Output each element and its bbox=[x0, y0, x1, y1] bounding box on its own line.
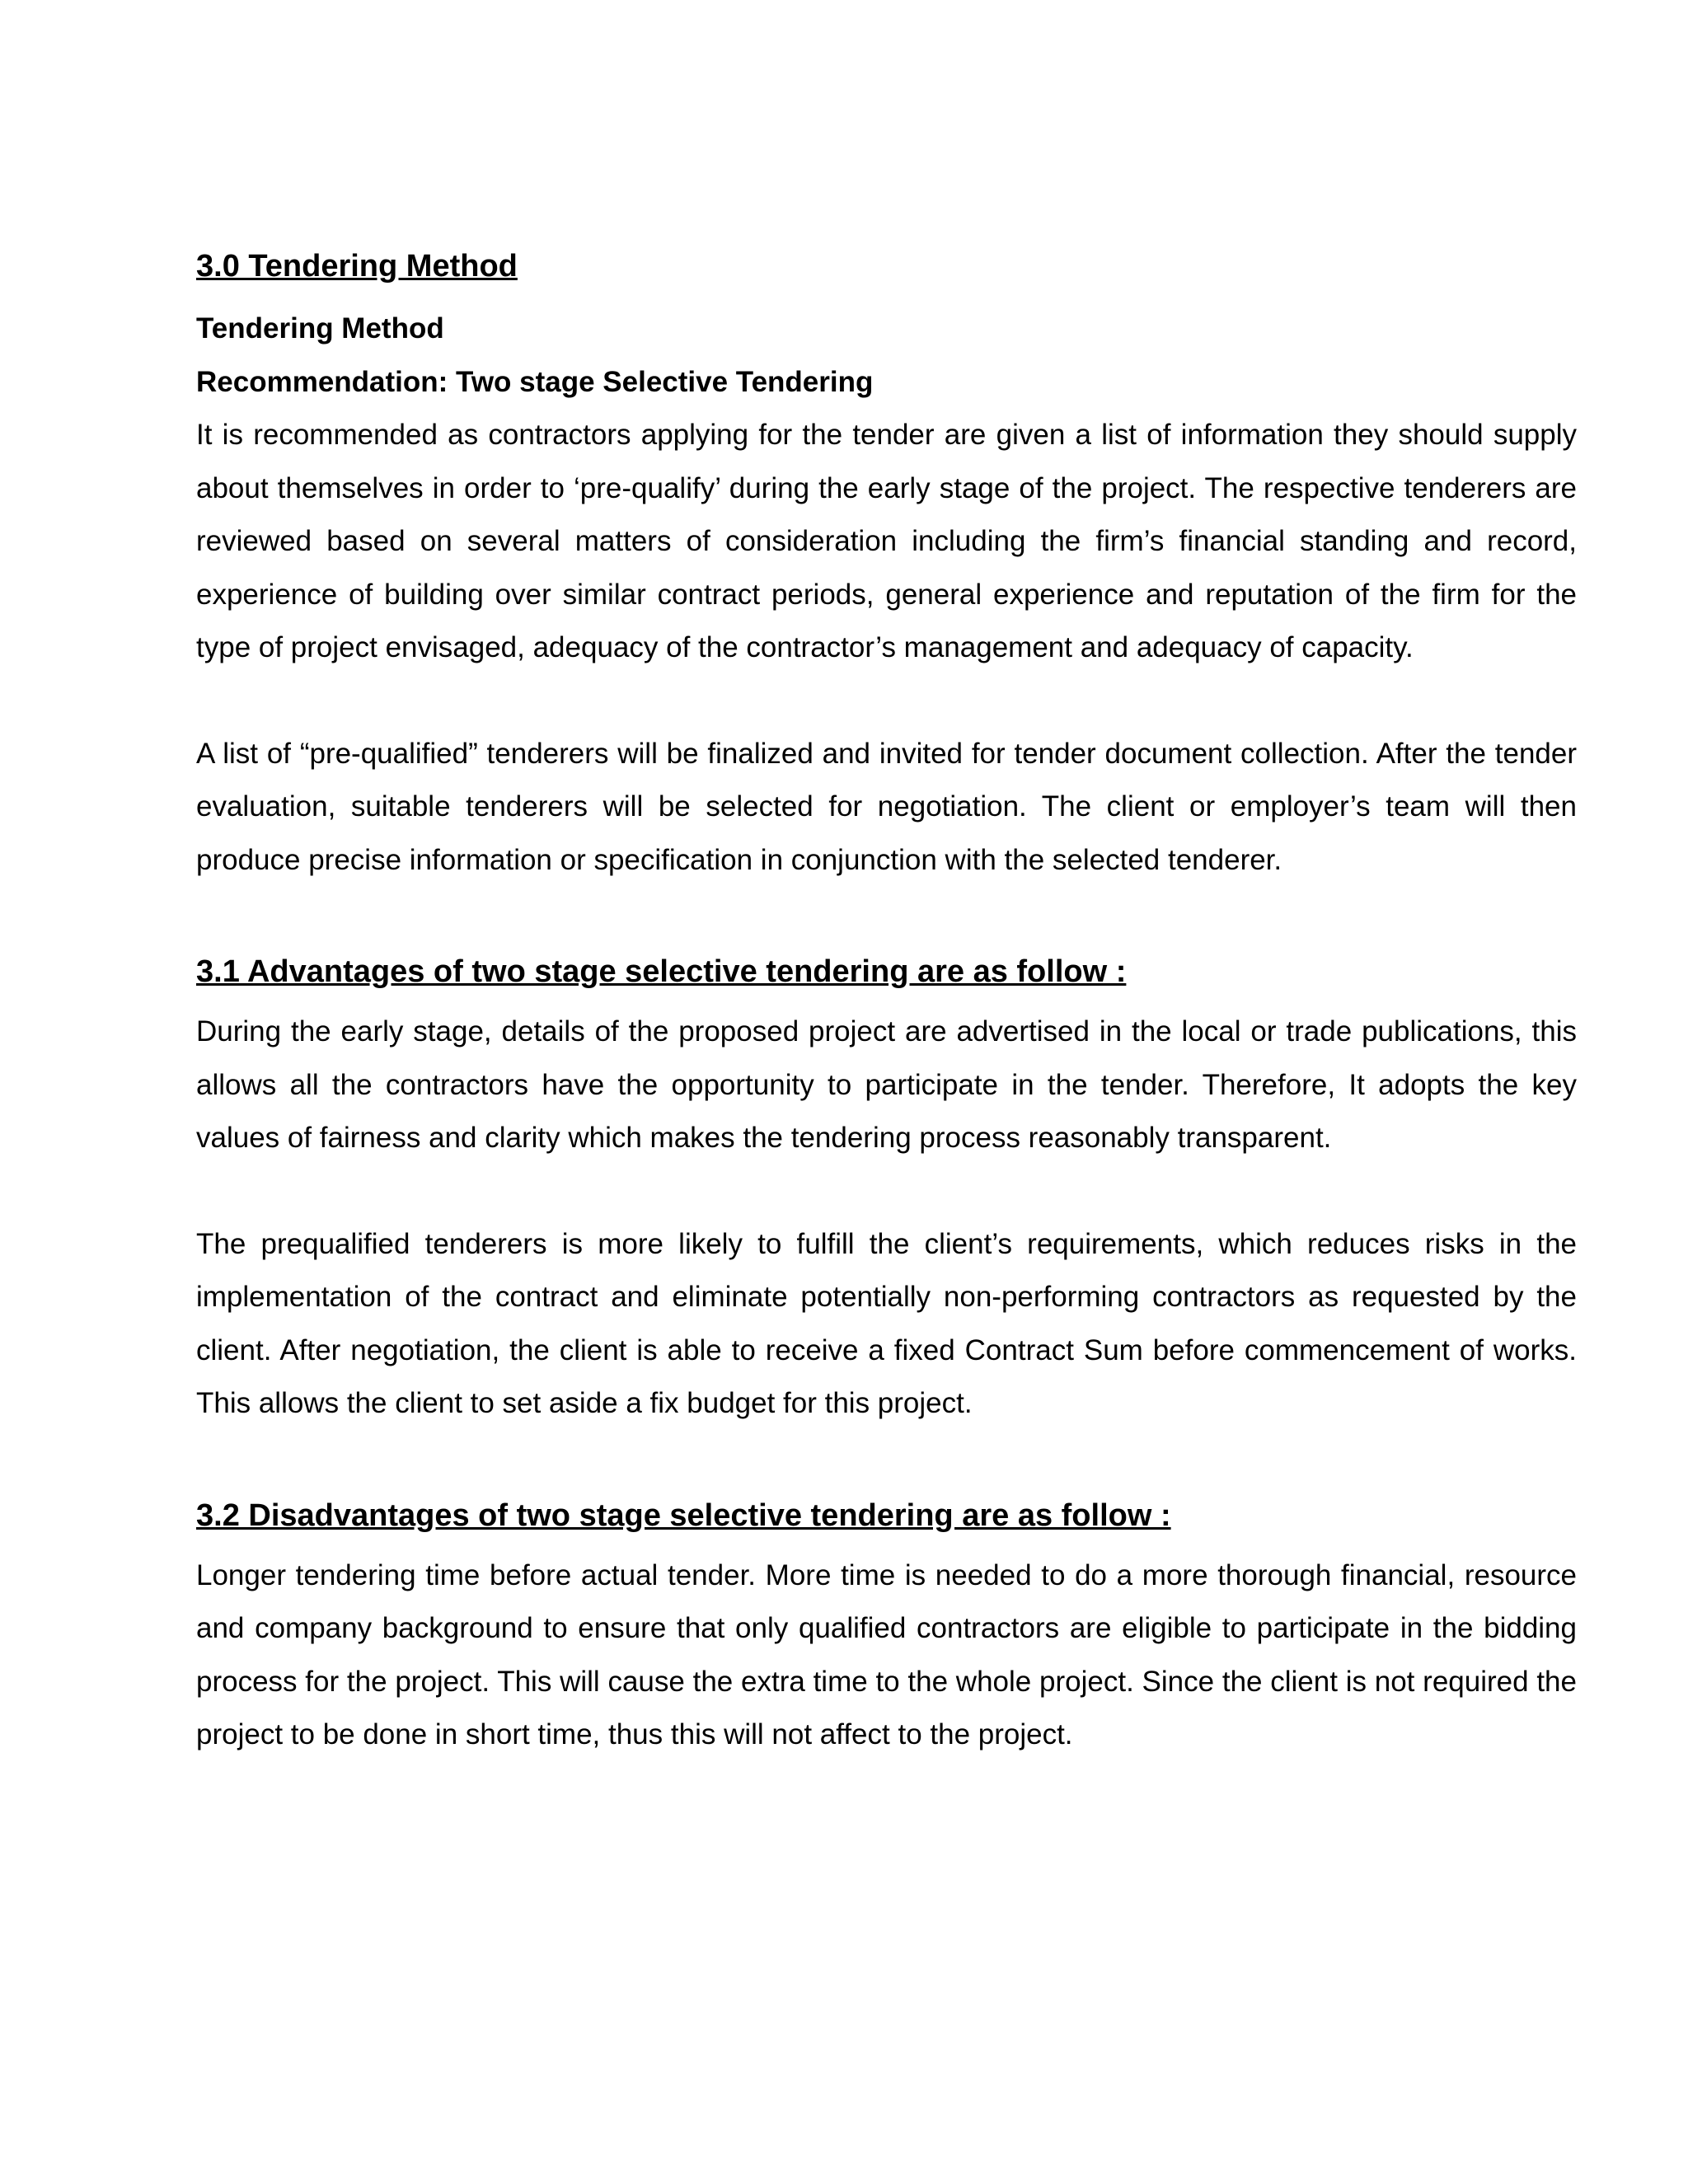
section-3-2-heading: 3.2 Disadvantages of two stage selective tendering are as follow : bbox=[196, 1497, 1171, 1533]
section-3-1-paragraph-1: During the early stage, details of the proposed project are advertised in the local or trade publications, this allows all the contractors have the opportunity to participate in the tender. Therefore, It adopts the key values of fairness and clarity which makes the tendering process reasonably transparent. bbox=[196, 1015, 1577, 1154]
recommendation-subheading: Recommendation: Two stage Selective Tendering bbox=[196, 366, 874, 398]
document-page bbox=[196, 247, 1577, 1762]
section-3-0-paragraph-2: A list of “pre-qualified” tenderers will be finalized and invited for tender document collection. After the tender evaluation, suitable tenderers will be selected for negotiation. The client or employer’s team will then produce precise information or specification in conjunction with the selected tenderer. bbox=[196, 737, 1577, 876]
tendering-method-subheading: Tendering Method bbox=[196, 312, 444, 344]
section-3-1-heading: 3.1 Advantages of two stage selective tendering are as follow : bbox=[196, 954, 1127, 989]
section-3-1-paragraph-2: The prequalified tenderers is more likely to fulfill the client’s requirements, which reduces risks in the implementation of the contract and eliminate potentially non-performing contractors as requested by the client. After negotiation, the client is able to receive a fixed Contract Sum before commencement of works. This allows the client to set aside a fix budget for this project. bbox=[196, 1227, 1577, 1419]
section-3-0-heading: 3.0 Tendering Method bbox=[196, 249, 518, 284]
section-3-2-paragraph-1: Longer tendering time before actual tender. More time is needed to do a more thorough financial, resource and company background to ensure that only qualified contractors are eligible to participate in the bidding process for the project. This will cause the extra time to the whole project. Since the client is not required the project to be done in short time, thus this will not affect to the project. bbox=[196, 1558, 1577, 1750]
section-3-0-paragraph-1: It is recommended as contractors applying for the tender are given a list of information they should supply about themselves in order to ‘pre-qualify’ during the early stage of the project. The respective tenderers are reviewed based on several matters of consideration including the firm’s financial standing and record, experience of building over similar contract periods, general experience and reputation of the firm for the type of project envisaged, adequacy of the contractor’s management and adequacy of capacity. bbox=[196, 419, 1577, 663]
